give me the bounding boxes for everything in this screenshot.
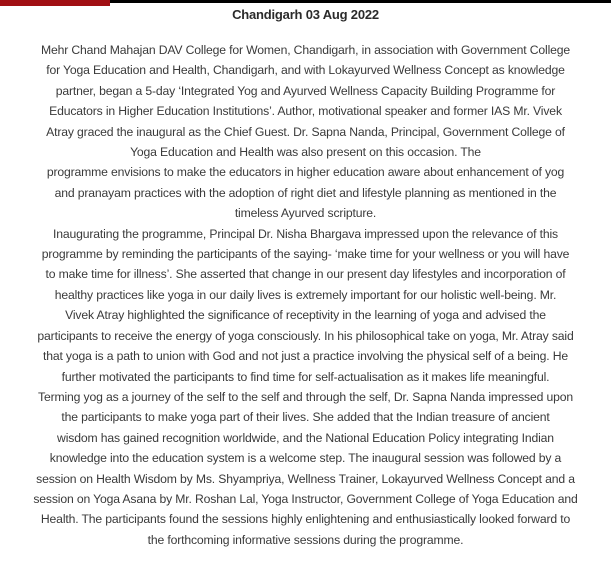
text-line: programme by reminding the participants of the saying- ‘make time for your wellness or you will have [41,247,570,262]
text-line: Health. The participants found the sessions highly enlightening and enthusiastically looked forward to [40,512,571,527]
text-line: the participants to make yoga part of their lives. She added that the Indian treasure of ancient [61,410,550,425]
text-line: Educators in Higher Education Institutions’. Author, motivational speaker and former IAS Mr. Vivek [49,104,562,119]
text-line: to make time for illness’. She asserted that change in our present day lifestyles and incorporation of [45,267,566,282]
paragraph [7,224,604,551]
text-line: wisdom has gained recognition worldwide, and the National Education Policy integrating Indian [57,430,554,445]
text-line: programme envisions to make the educators in higher education aware about enhancement of yog [46,165,565,180]
top-bar [0,0,611,3]
top-bar-accent [0,0,110,6]
text-line: Inaugurating the programme, Principal Dr. Nisha Bhargava impressed upon the relevance of this [53,226,558,241]
text-line: knowledge into the education system is a welcome step. The inaugural session was followed by a [49,451,562,466]
text-line: Terming yog as a journey of the self to the self and through the self, Dr. Sapna Nanda impressed upon [38,389,573,404]
text-line: Yoga Education and Health was also present on this occasion. The [130,145,481,160]
text-line: participants to receive the energy of yoga consciously. In his philosophical take on yoga, Mr. Atray said [37,328,574,343]
text-line: Atray graced the inaugural as the Chief Guest. Dr. Sapna Nanda, Principal, Government College of [46,124,565,139]
text-line: session on Health Wisdom by Ms. Shyampriya, Wellness Trainer, Lokayurved Wellness Concept and a [36,471,575,486]
dateline: Chandigarh 03 Aug 2022 [232,7,379,22]
text-line: Mehr Chand Mahajan DAV College for Women, Chandigarh, in association with Government College [40,43,571,57]
text-line: healthy practices like yoga in our daily lives is extremely important for our holistic well-being. Mr. [54,287,557,302]
text-line: further motivated the participants to find time for self-actualisation as it makes life meaningful. [61,369,550,384]
paragraph [7,40,604,162]
text-line: and pranayam practices with the adoption of right diet and lifestyle planning as mentioned in the [54,185,557,200]
paragraph [7,162,604,223]
text-line: timeless Ayurved scripture. [234,206,377,221]
text-line: for Yoga Education and Health, Chandigarh, and with Lokayurved Wellness Concept as knowledge [46,63,565,78]
article-body [7,40,604,550]
text-line: that yoga is a path to union with God and not just a practice involving the physical self of a being. He [42,349,569,364]
text-line: session on Yoga Asana by Mr. Roshan Lal, Yoga Instructor, Government College of Yoga Education and [33,491,578,506]
text-line: Vivek Atray highlighted the significance of receptivity in the learning of yoga and advised the [65,308,546,323]
text-line: the forthcoming informative sessions during the programme. [147,532,464,547]
text-line: partner, began a 5-day ‘Integrated Yog and Ayurved Wellness Capacity Building Programme for [55,83,556,98]
